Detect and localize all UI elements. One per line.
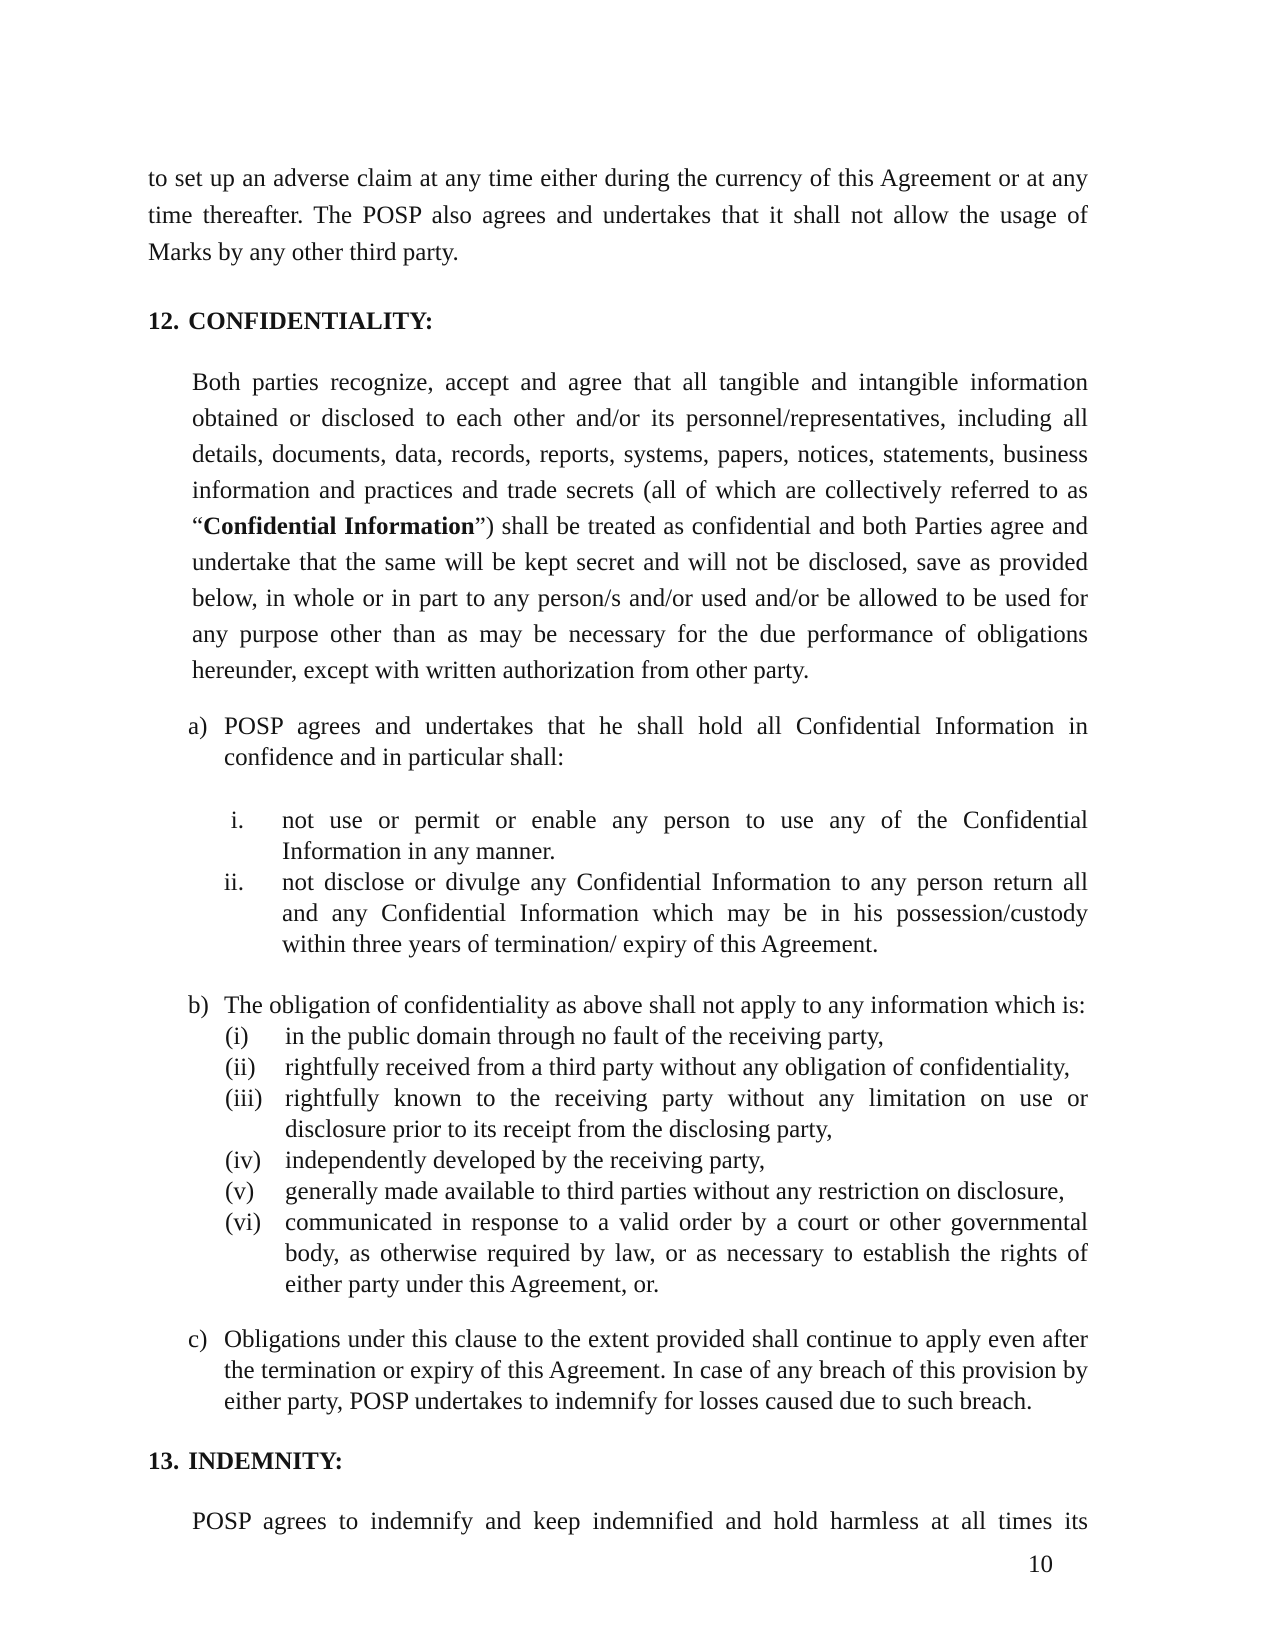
list-item-c-label: c) — [188, 1326, 208, 1353]
confidentiality-text-before-term: Both parties recognize, accept and agree that all tangible and intangible information obtained or disclosed to each other and/or its personnel/representatives, including all details, documents, data, records, reports, systems, papers, notices, statements, business information and practices and trade secrets (all of which are collectively referred to as “ — [192, 369, 1088, 540]
sub-item-paren-iii — [225, 1083, 1088, 1145]
sub-item-roman-ii-text: not disclose or divulge any Confidential Information to any person return all and any Confidential Information which may be in his possession/custody within three years of termination/ expiry of this Agreement. — [282, 869, 1088, 958]
page-number: 10 — [1028, 1551, 1053, 1578]
section-12-number: 12. — [148, 308, 180, 335]
sub-item-paren-i-text: in the public domain through no fault of the receiving party, — [285, 1023, 884, 1050]
list-item-a-text: POSP agrees and undertakes that he shall hold all Confidential Information in confidence and in particular shall: — [224, 713, 1088, 771]
sub-item-roman-ii — [214, 867, 1088, 960]
list-item-a-label: a) — [188, 713, 208, 740]
sublist-paren — [225, 1021, 1088, 1300]
indemnity-paragraph: POSP agrees to indemnify and keep indemnified and hold harmless at all times its — [192, 1508, 1088, 1535]
sub-item-paren-vi — [225, 1207, 1088, 1300]
sub-item-paren-vi-label: (vi) — [225, 1209, 262, 1236]
sub-item-paren-i-label: (i) — [225, 1023, 249, 1050]
sublist-roman — [214, 805, 1088, 960]
section-13-heading — [148, 1446, 1275, 1477]
list-item-b-label: b) — [188, 992, 209, 1019]
intro-continuation-paragraph: to set up an adverse claim at any time either during the currency of this Agreement or at any time thereafter. The POSP also agrees and undertakes that it shall not allow the usage of Marks by any other third party. — [148, 165, 1088, 266]
sub-item-paren-ii — [225, 1052, 1088, 1083]
sub-item-paren-v-text: generally made available to third parties without any restriction on disclosure, — [285, 1178, 1065, 1205]
confidentiality-paragraph — [192, 365, 1088, 689]
section-12-heading — [148, 306, 1275, 337]
sub-item-paren-v — [225, 1176, 1088, 1207]
sub-item-roman-i — [214, 805, 1088, 867]
list-item-c-text: Obligations under this clause to the extent provided shall continue to apply even after the termination or expiry of this Agreement. In case of any breach of this provision by either party, POSP undertakes to indemnify for losses caused due to such breach. — [224, 1326, 1088, 1415]
sub-item-paren-iii-text: rightfully known to the receiving party without any limitation on use or disclosure prior to its receipt from the disclosing party, — [285, 1085, 1088, 1143]
page-footer — [148, 1549, 1053, 1580]
sub-item-paren-ii-text: rightfully received from a third party without any obligation of confidentiality, — [285, 1054, 1070, 1081]
sub-item-paren-i — [225, 1021, 1088, 1052]
sub-item-paren-vi-text: communicated in response to a valid order by a court or other governmental body, as otherwise required by law, or as necessary to establish the rights of either party under this Agreement, or. — [285, 1209, 1088, 1298]
list-item-b-text: The obligation of confidentiality as above shall not apply to any information which is: — [224, 992, 1086, 1019]
sub-item-paren-iv — [225, 1145, 1088, 1176]
list-item-c — [188, 1324, 1088, 1417]
sub-item-roman-ii-label: ii. — [223, 869, 244, 896]
list-item-a — [188, 711, 1088, 773]
sub-item-paren-iv-label: (iv) — [225, 1147, 262, 1174]
sub-item-paren-ii-label: (ii) — [225, 1054, 256, 1081]
sub-item-roman-i-label: i. — [230, 807, 244, 834]
section-13-number: 13. — [148, 1448, 180, 1475]
list-item-b — [188, 990, 1088, 1021]
section-13-title: INDEMNITY: — [188, 1448, 343, 1475]
confidential-information-term: Confidential Information — [203, 513, 475, 540]
sub-item-paren-iv-text: independently developed by the receiving party, — [285, 1147, 766, 1174]
confidentiality-text-after-term: ”) shall be treated as confidential and both Parties agree and undertake that the same will be kept secret and will not be disclosed, save as provided below, in whole or in part to any person/s and/or used and/or be allowed to be used for any purpose other than as may be necessary for the due performance of obligations hereunder, except with written authorization from other party. — [192, 513, 1088, 684]
section-12-title: CONFIDENTIALITY: — [188, 308, 434, 335]
sub-item-roman-i-text: not use or permit or enable any person to use any of the Confidential Information in any manner. — [282, 807, 1088, 865]
sub-item-paren-iii-label: (iii) — [225, 1085, 263, 1112]
sub-item-paren-v-label: (v) — [225, 1178, 255, 1205]
